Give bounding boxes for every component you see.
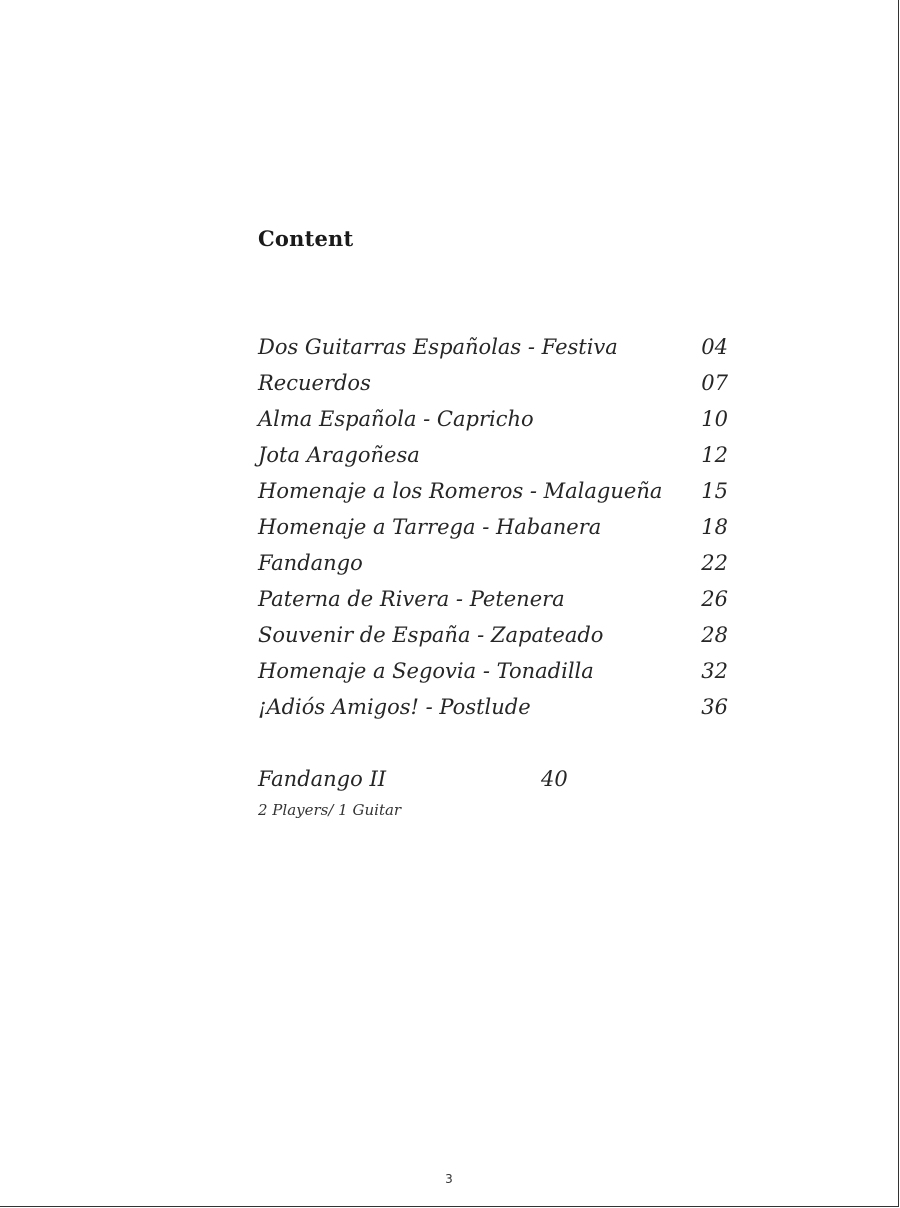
- toc-entry-title: ¡Adiós Amigos! - Postlude: [258, 695, 531, 719]
- toc-entry: [258, 333, 728, 369]
- toc-entry: [258, 441, 728, 477]
- toc-entry-title: Homenaje a Segovia - Tonadilla: [258, 659, 594, 683]
- toc-entry-page: 26: [701, 587, 728, 611]
- page-title: Content: [258, 226, 354, 251]
- toc-entry-title: Paterna de Rivera - Petenera: [258, 587, 565, 611]
- toc-entry-page: 07: [701, 371, 728, 395]
- table-of-contents: [258, 333, 728, 729]
- toc-entry-page: 04: [701, 335, 728, 359]
- toc-entry-page: 10: [701, 407, 728, 431]
- toc-entry: [258, 693, 728, 729]
- toc-entry-page: 18: [701, 515, 728, 539]
- toc-entry: [258, 585, 728, 621]
- toc-entry-page: 28: [701, 623, 728, 647]
- toc-entry-page: 36: [701, 695, 728, 719]
- extra-entry-title: Fandango II: [258, 767, 387, 791]
- toc-entry: [258, 657, 728, 693]
- toc-entry-page: 12: [701, 443, 728, 467]
- toc-entry-title: Jota Aragoñesa: [258, 443, 420, 467]
- extra-entry-note: 2 Players/ 1 Guitar: [258, 801, 402, 819]
- toc-entry-title: Alma Española - Capricho: [258, 407, 534, 431]
- toc-entry-title: Homenaje a Tarrega - Habanera: [258, 515, 602, 539]
- toc-entry-page: 22: [701, 551, 728, 575]
- page-number: 3: [445, 1172, 453, 1186]
- toc-entry: [258, 405, 728, 441]
- toc-entry-title: Homenaje a los Romeros - Malagueña: [258, 479, 663, 503]
- extra-entry-page: 40: [541, 767, 568, 791]
- toc-entry-title: Souvenir de España - Zapateado: [258, 623, 604, 647]
- toc-entry-title: Fandango: [258, 551, 363, 575]
- toc-entry: [258, 369, 728, 405]
- toc-entry: [258, 549, 728, 585]
- toc-entry-page: 32: [701, 659, 728, 683]
- toc-entry: [258, 513, 728, 549]
- toc-entry-page: 15: [701, 479, 728, 503]
- toc-entry-title: Dos Guitarras Españolas - Festiva: [258, 335, 618, 359]
- toc-entry-title: Recuerdos: [258, 371, 371, 395]
- toc-entry: [258, 477, 728, 513]
- toc-entry: [258, 621, 728, 657]
